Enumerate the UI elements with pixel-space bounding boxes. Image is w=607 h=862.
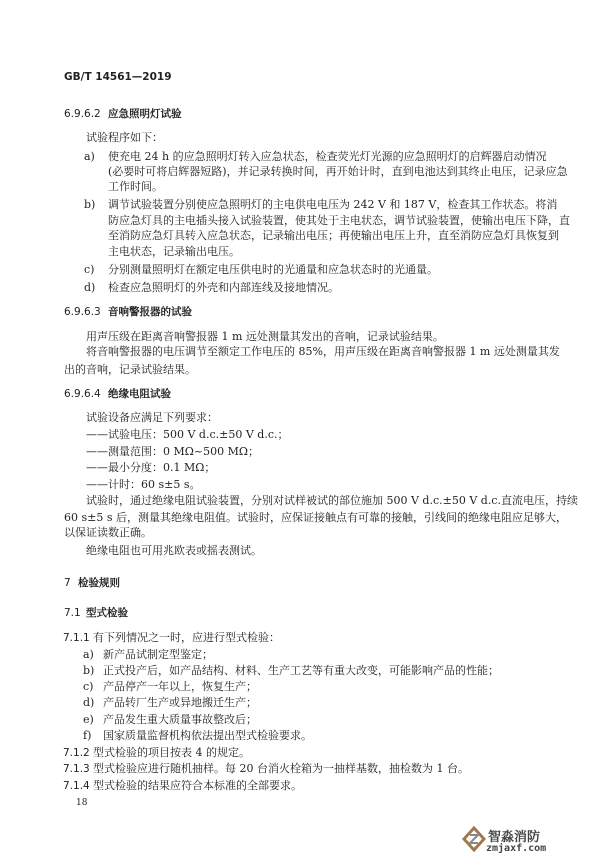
clause-number: 7.1.2 — [63, 747, 90, 759]
list-label: b) — [83, 664, 95, 677]
section-number: 6.9.6.3 — [64, 306, 101, 318]
dash-item: ——试验电压：500 V d.c.±50 V d.c.； — [86, 428, 289, 441]
section-number: 7.1 — [64, 607, 81, 619]
section-title: 绝缘电阻试验 — [108, 388, 171, 400]
list-label: e) — [83, 713, 94, 726]
list-label: c) — [84, 263, 95, 276]
section-title: 型式检验 — [86, 607, 128, 619]
list-item-line: 调节试验装置分别使应急照明灯的主电供电电压为 242 V 和 187 V，检查其工作状态。将消 — [108, 198, 558, 211]
list-label: c) — [83, 680, 94, 693]
dash-item: ——计时：60 s±5 s。 — [86, 478, 201, 491]
list-item: 产品发生重大质量事故整改后； — [103, 713, 257, 726]
page-number: 18 — [76, 798, 88, 808]
list-label: b) — [84, 198, 96, 211]
watermark-name: 智淼消防 — [488, 830, 541, 845]
list-label: d) — [84, 281, 96, 294]
list-item: 国家质量监督机构依法提出型式检验要求。 — [103, 729, 312, 742]
paragraph: 试验时，通过绝缘电阻试验装置，分别对试样被试的部位施加 500 V d.c.±50 V d.c.直流电压，持续 — [86, 494, 578, 507]
list-item: 新产品试制定型鉴定； — [103, 648, 213, 661]
paragraph: 以保证读数正确。 — [64, 526, 152, 539]
list-item-line: 至消防应急灯具转入应急状态，记录输出电压；再使输出电压上升，直至消防应急灯具恢复到 — [108, 229, 559, 242]
paragraph: 60 s±5 s 后，测量其绝缘电阻值。试验时，应保证接触点有可靠的接触，引线间的绝缘电阻应足够大， — [64, 511, 567, 524]
list-item-line: 分别测量照明灯在额定电压供电时的光通量和应急状态时的光通量。 — [108, 263, 438, 276]
watermark-logo — [462, 826, 562, 856]
paragraph: 试验设备应满足下列要求： — [86, 411, 218, 424]
section-title: 应急照明灯试验 — [108, 108, 182, 120]
clause-number: 7.1.1 — [63, 632, 90, 644]
clause-text: 型式检验应进行随机抽样。每 20 台消火栓箱为一抽样基数，抽检数为 1 台。 — [93, 762, 469, 775]
clause-text: 型式检验的结果应符合本标准的全部要求。 — [93, 779, 302, 792]
list-item: 正式投产后，如产品结构、材料、生产工艺等有重大改变，可能影响产品的性能； — [103, 664, 499, 677]
clause-number: 7.1.4 — [63, 780, 90, 792]
clause-text: 有下列情况之一时，应进行型式检验： — [93, 631, 280, 644]
list-item-line: 使充电 24 h 的应急照明灯转入应急状态，检查荧光灯光源的应急照明灯的启辉器启动情况 — [108, 150, 547, 163]
paragraph: 绝缘电阻也可用兆欧表或摇表测试。 — [86, 544, 262, 557]
list-item: 产品停产一年以上，恢复生产； — [103, 680, 257, 693]
list-item-line: 主电状态，记录输出电压。 — [108, 245, 240, 258]
clause-number: 7.1.3 — [63, 763, 90, 775]
logo-mark-icon — [462, 826, 486, 852]
list-item-line: (必要时可将启辉器短路)，并记录转换时间，再开始计时，直到电池达到其终止电压，记录应急 — [108, 165, 568, 178]
dash-item: ——最小分度：0.1 MΩ； — [86, 461, 216, 474]
paragraph: 出的音响，记录试验结果。 — [64, 363, 196, 376]
paragraph: 将音响警报器的电压调节至额定工作电压的 85%，用声压级在距离音响警报器 1 m 远处测量其发 — [86, 345, 560, 358]
dash-item: ——测量范围：0 MΩ~500 MΩ； — [86, 445, 259, 458]
section-title: 检验规则 — [78, 577, 120, 589]
list-label: d) — [83, 696, 95, 709]
paragraph: 用声压级在距离音响警报器 1 m 远处测量其发出的音响，记录试验结果。 — [86, 330, 444, 343]
paragraph: 试验程序如下： — [86, 131, 163, 144]
list-item-line: 检查应急照明灯的外壳和内部连线及接地情况。 — [108, 281, 339, 294]
clause-text: 型式检验的项目按表 4 的规定。 — [93, 746, 250, 759]
list-item: 产品转厂生产或异地搬迁生产； — [103, 696, 257, 709]
list-item-line: 工作时间。 — [108, 180, 163, 193]
list-item-line: 防应急灯具的主电插头接入试验装置，使其处于主电状态，调节试验装置，使输出电压下降，直 — [108, 214, 570, 227]
list-label: a) — [84, 150, 95, 163]
section-number: 6.9.6.2 — [64, 108, 101, 120]
watermark-url: zmjaxf.com — [486, 843, 547, 854]
section-title: 音响警报器的试验 — [108, 306, 192, 318]
list-label: a) — [83, 648, 94, 661]
document-header: GB/T 14561—2019 — [64, 71, 172, 83]
list-label: f) — [83, 729, 92, 742]
section-number: 7 — [64, 577, 71, 589]
section-number: 6.9.6.4 — [64, 388, 101, 400]
